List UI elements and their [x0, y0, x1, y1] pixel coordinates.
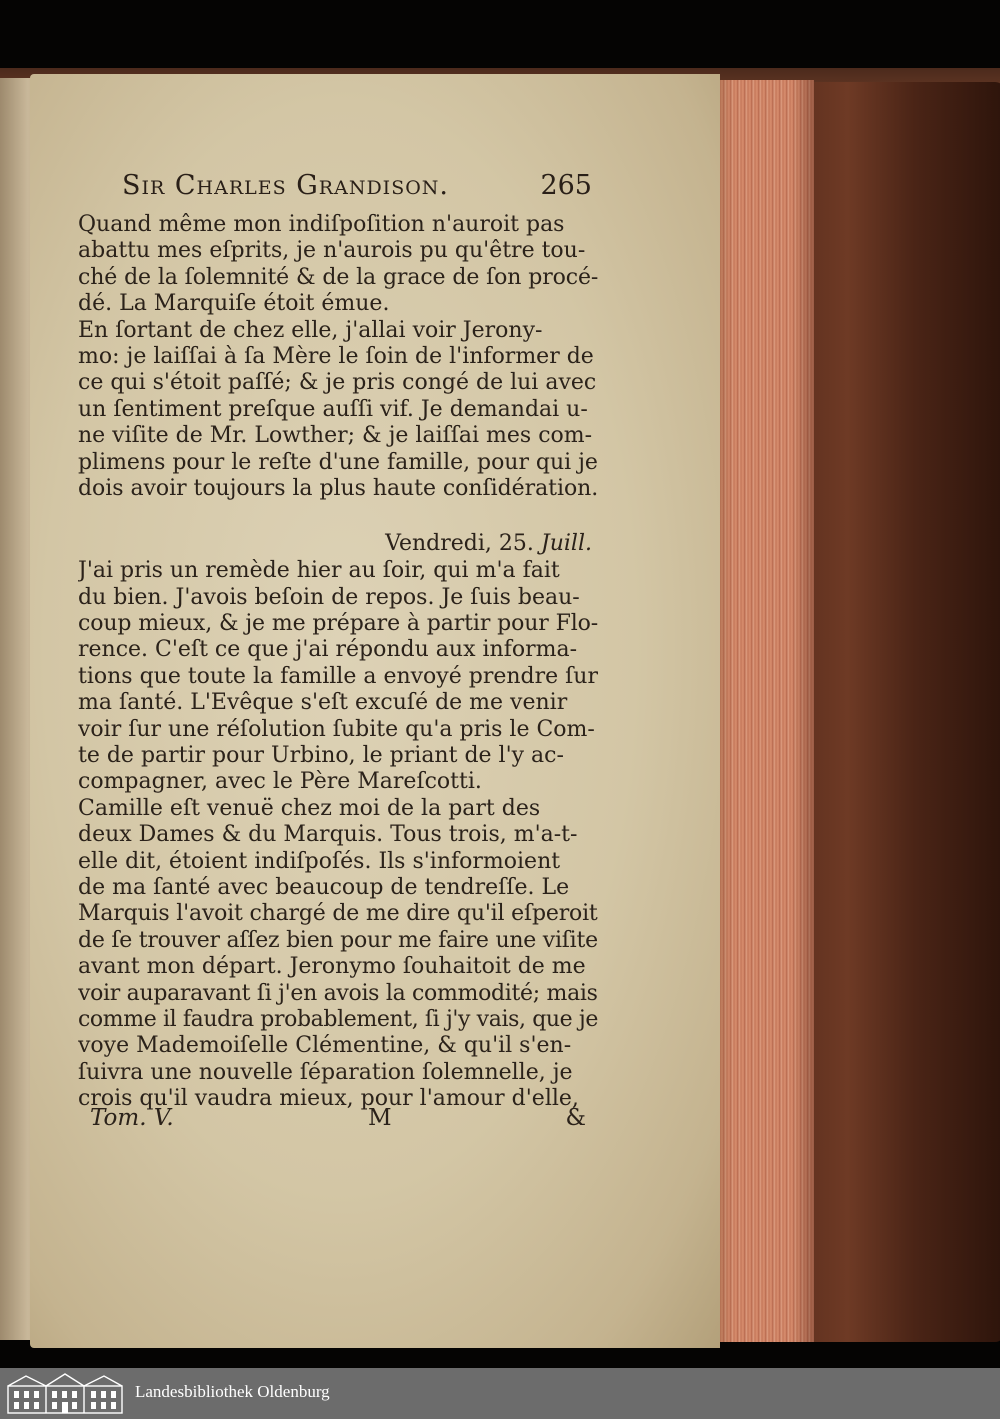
text-line: mo: je laiſſai à ſa Mère le ſoin de l'informer de: [78, 343, 594, 369]
text-line: plimens pour le reſte d'une famille, pour qui je: [78, 449, 598, 475]
page-text: [78, 212, 598, 1113]
text-line: dois avoir toujours la plus haute conſidération.: [78, 475, 598, 501]
text-line: dé. La Marquiſe étoit émue.: [78, 291, 390, 317]
page-number: 265: [540, 170, 592, 201]
text-line: ſuivra une nouvelle ſéparation ſolemnelle, je: [78, 1059, 573, 1085]
running-title: Sir Charles Grandison.: [122, 170, 449, 201]
library-building-icon: [6, 1372, 124, 1415]
paragraph-block-2: [78, 558, 598, 1112]
text-line: ne viſite de Mr. Lowther; & je laiſſai mes com-: [78, 423, 593, 449]
library-bar: [0, 1368, 1000, 1419]
text-line: Quand même mon indiſpoſition n'auroit pas: [78, 212, 565, 237]
text-line: avant mon départ. Jeronymo ſouhaitoit de me: [78, 954, 586, 980]
text-line: Marquis l'avoit chargé de me dire qu'il eſperoit: [78, 901, 598, 927]
text-line: un ſentiment preſque auſſi vif. Je demandai u-: [78, 396, 588, 422]
dateline-month: Juill.: [540, 531, 592, 557]
section-gap: [78, 502, 598, 530]
text-line: de ma ſanté avec beaucoup de tendreſſe. Le: [78, 874, 570, 900]
text-line: rence. C'eſt ce que j'ai répondu aux informa-: [78, 637, 578, 663]
text-line: compagner, avec le Père Mareſcotti.: [78, 769, 482, 795]
text-line: voir auparavant ſi j'en avois la commodité; mais: [78, 980, 598, 1006]
library-name: Landesbibliothek Oldenburg: [135, 1382, 330, 1401]
text-line: abattu mes eſprits, je n'aurois pu qu'être tou-: [78, 238, 586, 264]
text-line: ce qui s'étoit paſſé; & je pris congé de lui avec: [78, 370, 597, 396]
catchword: &: [565, 1105, 586, 1131]
text-line: voir ſur une réſolution ſubite qu'a pris le Com-: [78, 716, 595, 742]
page-block-edge: [706, 80, 814, 1342]
text-line: voye Mademoiſelle Clémentine, & qu'il s'en-: [78, 1033, 572, 1059]
text-line: tions que toute la famille a envoyé prendre ſur: [78, 663, 598, 689]
text-line: Camille eſt venuë chez moi de la part des: [78, 795, 541, 821]
text-line: du bien. J'avois beſoin de repos. Je ſuis beau-: [78, 584, 580, 610]
text-line: J'ai pris un remède hier au ſoir, qui m'a fait: [78, 558, 560, 584]
text-line: ché de la ſolemnité & de la grace de ſon procé-: [78, 264, 598, 290]
text-line: deux Dames & du Marquis. Tous trois, m'a-t-: [78, 822, 578, 848]
text-line: crois qu'il vaudra mieux, pour l'amour d'elle,: [78, 1086, 579, 1112]
page-header: [122, 170, 592, 210]
paragraph-block-1: [78, 212, 598, 502]
text-line: de ſe trouver aſſez bien pour me faire une viſite: [78, 927, 598, 953]
text-line: coup mieux, & je me prépare à partir pour Flo-: [78, 611, 598, 637]
page-footer: [90, 1105, 600, 1135]
text-line: ma ſanté. L'Evêque s'eſt excuſé de me venir: [78, 690, 568, 716]
dateline-day: Vendredi, 25.: [385, 531, 534, 557]
text-line: elle dit, étoient indiſpoſés. Ils s'informoient: [78, 848, 561, 874]
volume-mark: Tom. V.: [90, 1105, 174, 1131]
signature-mark: M: [368, 1105, 392, 1131]
text-line: te de partir pour Urbino, le priant de l'y ac-: [78, 743, 564, 769]
text-line: En ſortant de chez elle, j'allai voir Jerony-: [78, 317, 543, 343]
dateline: [78, 530, 598, 558]
text-line: comme il faudra probablement, ſi j'y vais, que je: [78, 1006, 598, 1032]
